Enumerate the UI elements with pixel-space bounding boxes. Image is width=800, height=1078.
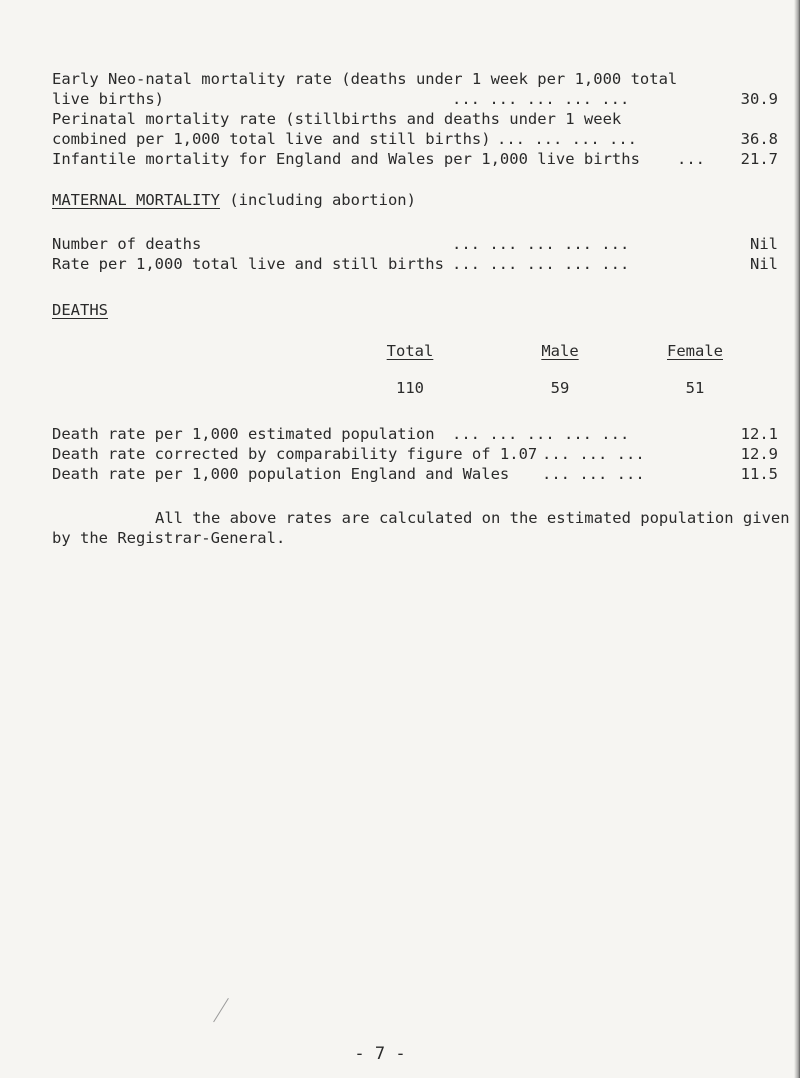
deaths-total-value: 110 — [396, 379, 424, 397]
column-header-total: Total — [386, 342, 434, 360]
maternal-number-label: Number of deaths — [52, 235, 202, 253]
death-rate-corrected-dots: ... ... ... — [542, 445, 645, 463]
paper-mark — [213, 998, 229, 1022]
maternal-rate-label: Rate per 1,000 total live and still births — [52, 255, 444, 273]
perinatal-value: 36.8 — [740, 130, 778, 148]
deaths-heading-text: DEATHS — [52, 301, 108, 319]
maternal-rate-value: Nil — [750, 255, 778, 273]
death-rate-corrected-label: Death rate corrected by comparability figure of 1.07 — [52, 445, 538, 463]
deaths-female-value: 51 — [685, 379, 705, 397]
maternal-heading — [52, 190, 416, 210]
maternal-heading-text: MATERNAL MORTALITY — [52, 191, 220, 209]
column-header-male: Male — [541, 342, 579, 360]
column-header-female: Female — [667, 342, 723, 360]
infantile-value: 21.7 — [740, 150, 778, 168]
maternal-subheading: (including abortion) — [229, 191, 416, 209]
maternal-number-dots: ... ... ... ... ... — [452, 235, 630, 253]
death-rate-england-dots: ... ... ... — [542, 465, 645, 483]
note-line1: All the above rates are calculated on the estimated population given — [155, 509, 790, 527]
perinatal-label-line2: combined per 1,000 total live and still births) — [52, 130, 491, 148]
scan-edge-shadow — [794, 0, 800, 1078]
maternal-rate-dots: ... ... ... ... ... — [452, 255, 630, 273]
death-rate-england-label: Death rate per 1,000 population England and Wales — [52, 465, 510, 483]
death-rate-value: 12.1 — [740, 425, 778, 443]
early-neonatal-value: 30.9 — [740, 90, 778, 108]
early-neonatal-dots: ... ... ... ... ... — [452, 90, 630, 108]
early-neonatal-label-line2: live births) — [52, 90, 164, 108]
deaths-heading — [52, 300, 108, 320]
perinatal-dots: ... ... ... ... — [497, 130, 637, 148]
death-rate-label: Death rate per 1,000 estimated population — [52, 425, 435, 443]
death-rate-dots: ... ... ... ... ... — [452, 425, 630, 443]
deaths-male-value: 59 — [550, 379, 570, 397]
infantile-dots: ... — [677, 150, 705, 168]
early-neonatal-label-line1: Early Neo-natal mortality rate (deaths under 1 week per 1,000 total — [52, 70, 678, 88]
page-number: - 7 - — [354, 1044, 406, 1064]
infantile-label: Infantile mortality for England and Wales per 1,000 live births — [52, 150, 640, 168]
death-rate-england-value: 11.5 — [740, 465, 778, 483]
note-line2: by the Registrar-General. — [52, 529, 286, 547]
perinatal-label-line1: Perinatal mortality rate (stillbirths and deaths under 1 week — [52, 110, 622, 128]
maternal-number-value: Nil — [750, 235, 778, 253]
death-rate-corrected-value: 12.9 — [740, 445, 778, 463]
